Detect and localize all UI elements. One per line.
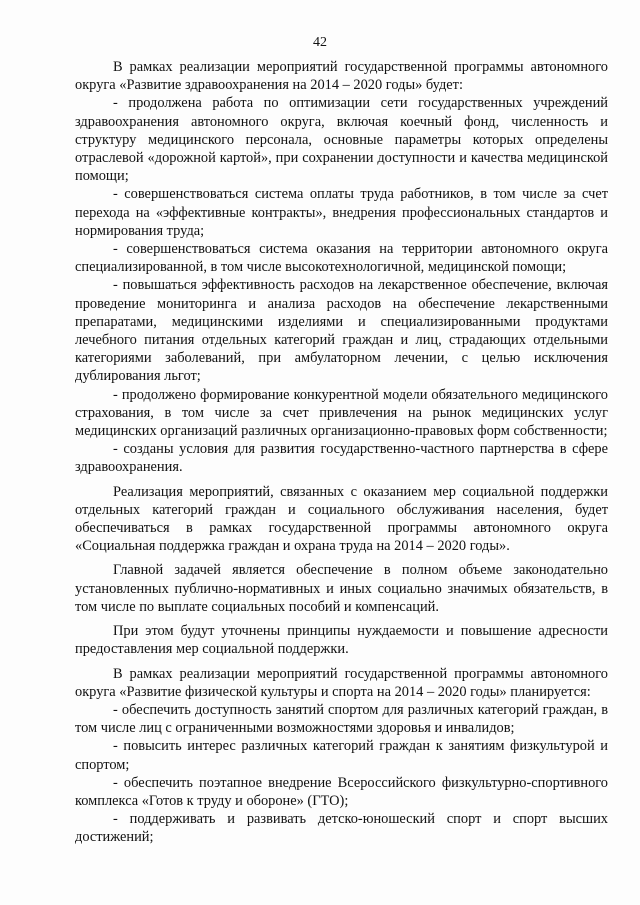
page-number: 42: [313, 35, 327, 50]
paragraph-health-partnership: - созданы условия для развития государственно-частного партнерства в сфере здравоохранения.: [75, 441, 608, 476]
paragraph-sport-youth: - поддерживать и развивать детско-юношеский спорт и спорт высших достижений;: [75, 811, 608, 846]
paragraph-health-network: - продолжена работа по оптимизации сети государственных учреждений здравоохранения автономного округа, включая коечный фонд, численность и структуру медицинского персонала, основные параметры которых определены отраслевой «дорожной картой», при сохранении доступности и качества медицинской помощи;: [75, 95, 608, 185]
paragraph-health-drugs: - повышаться эффективность расходов на лекарственное обеспечение, включая проведение мониторинга и анализа расходов на обеспечение лекарственными препаратами, медицинскими изделиями и специализированными продуктами лечебного питания отдельных категорий граждан и лиц, страдающих отдельными категориями заболеваний, при амбулаторном лечении, с целью исключения дублирования льгот;: [75, 277, 608, 385]
paragraph-social-main-task: Главной задачей является обеспечение в полном объеме законодательно установленных публично-нормативных и иных социально значимых обязательств, в том числе по выплате социальных пособий и компенсаций.: [75, 562, 608, 615]
paragraph-sport-intro: В рамках реализации мероприятий государственной программы автономного округа «Развитие физической культуры и спорта на 2014 – 2020 годы» планируется:: [75, 665, 608, 700]
body-text: [75, 58, 608, 847]
paragraph-health-insurance: - продолжено формирование конкурентной модели обязательного медицинского страхования, в том числе за счет привлечения на рынок медицинских услуг медицинских организаций различных организационно-правовых форм собственности;: [75, 386, 608, 440]
paragraph-social-support: Реализация мероприятий, связанных с оказанием мер социальной поддержки отдельных категорий граждан и социального обслуживания населения, будет обеспечиваться в рамках государственной программы автономного округа «Социальная поддержка граждан и охрана труда на 2014 – 2020 годы».: [75, 483, 608, 555]
paragraph-sport-access: - обеспечить доступность занятий спортом для различных категорий граждан, в том числе лиц с ограниченными возможностями здоровья и инвалидов;: [75, 701, 608, 737]
paragraph-sport-gto: - обеспечить поэтапное внедрение Всероссийского физкультурно-спортивного комплекса «Готов к труду и обороне» (ГТО);: [75, 774, 608, 809]
paragraph-health-intro: В рамках реализации мероприятий государственной программы автономного округа «Развитие здравоохранения на 2014 – 2020 годы» будет:: [75, 59, 608, 94]
paragraph-health-pay: - совершенствоваться система оплаты труда работников, в том числе за счет перехода на «эффективные контракты», внедрения профессиональных стандартов и нормирования труда;: [75, 186, 608, 239]
paragraph-sport-interest: - повысить интерес различных категорий граждан к занятиям физкультурой и спортом;: [75, 738, 608, 773]
paragraph-health-specialized: - совершенствоваться система оказания на территории автономного округа специализированной, в том числе высокотехнологичной, медицинской помощи;: [75, 241, 608, 276]
paragraph-social-targeting: При этом будут уточнены принципы нуждаемости и повышение адресности предоставления мер социальной поддержки.: [75, 623, 608, 658]
